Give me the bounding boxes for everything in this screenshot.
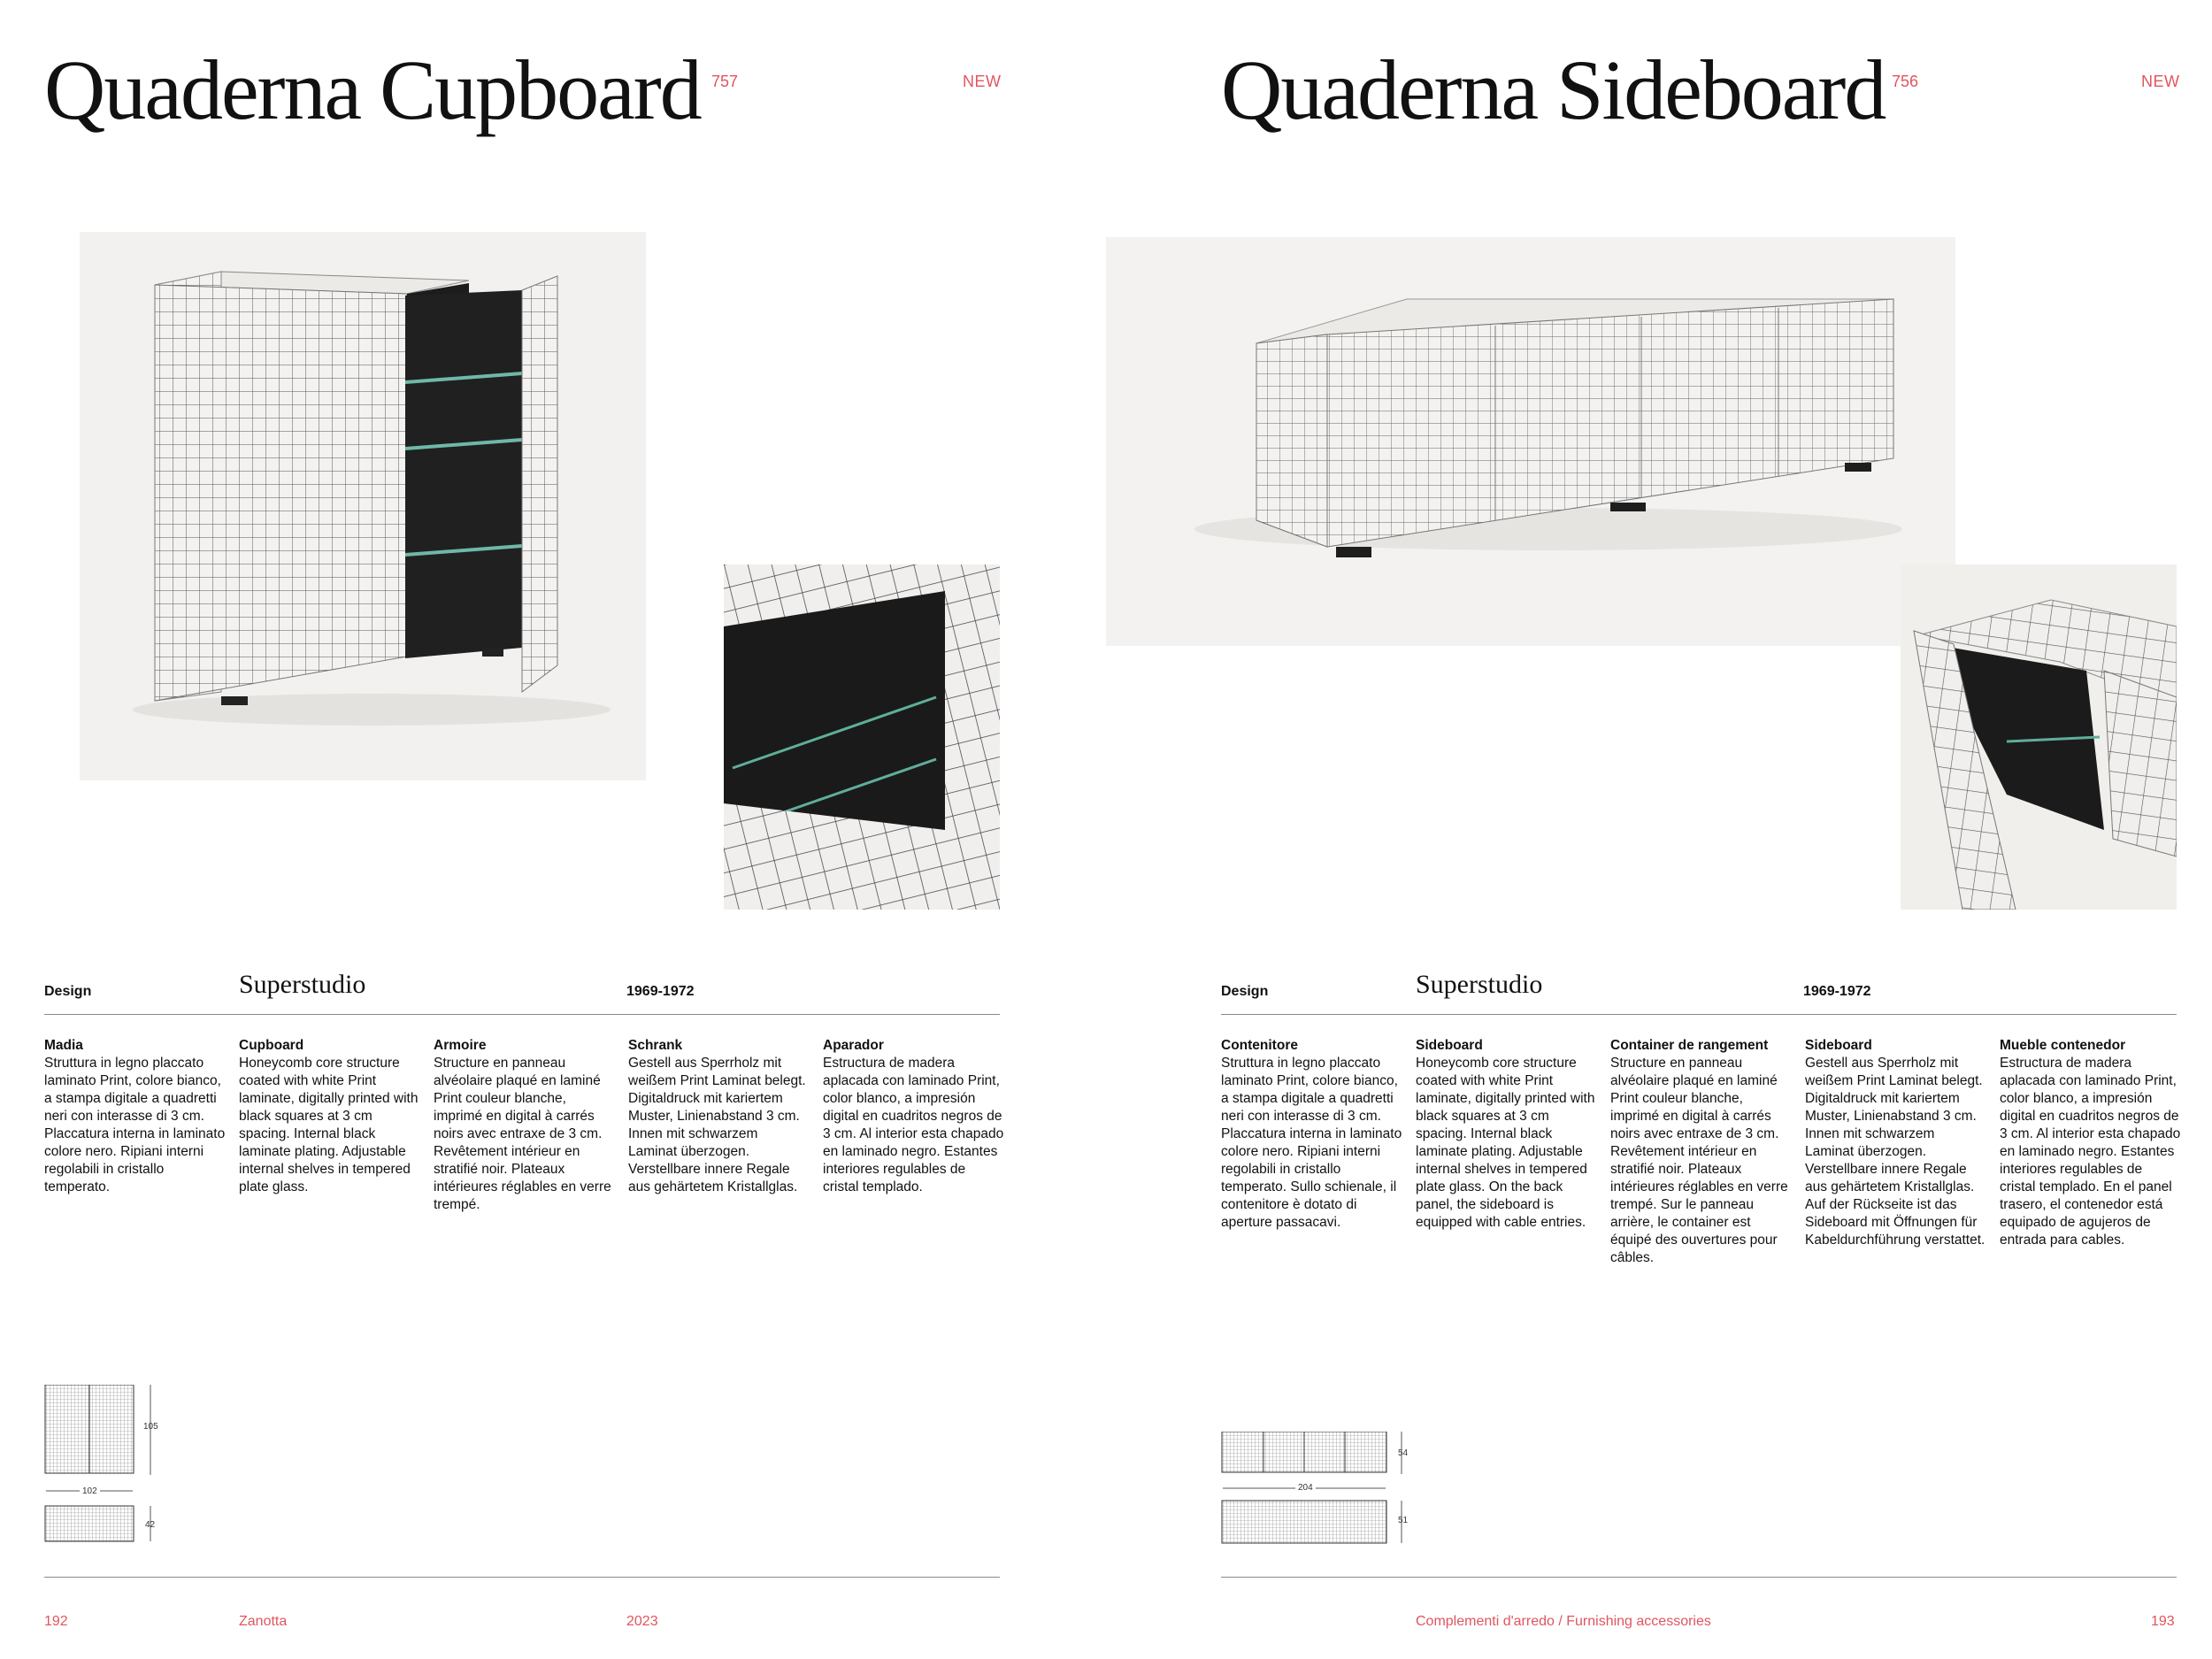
page-title: Quaderna Cupboard bbox=[44, 42, 701, 137]
column-text: Structure en panneau alvéolaire plaqué en laminé Print couleur blanche, imprimé en digital à carrés noirs avec entraxe de 3 cm. Revêtement intérieur en stratifié noir. Plateaux intérieures réglables en verre trempé. Sur le panneau arrière, le container est équipé des ouvertures pour câbles. bbox=[1610, 1056, 1788, 1265]
description-column bbox=[239, 1037, 420, 1196]
column-heading: Armoire bbox=[434, 1038, 487, 1053]
page-number: 193 bbox=[2151, 1614, 2175, 1629]
column-text: Honeycomb core structure coated with white Print laminate, digitally printed with black squares at 3 cm spacing. Internal black laminate plating. Adjustable internal shelves in tempered plate glass. On the back panel, the sideboard is equipped with cable entries. bbox=[1416, 1056, 1595, 1230]
description-column bbox=[44, 1037, 226, 1196]
catalog-year: 2023 bbox=[626, 1614, 658, 1629]
description-column bbox=[434, 1037, 615, 1214]
height-dimension: 54 bbox=[1398, 1448, 1409, 1458]
new-badge: NEW bbox=[963, 73, 1002, 90]
depth-dimension: 42 bbox=[145, 1520, 156, 1530]
product-code: 756 bbox=[1892, 73, 1919, 90]
right-page bbox=[1106, 0, 2212, 1659]
column-text: Gestell aus Sperrholz mit weißem Print Laminat belegt. Digitaldruck mit kariertem Muster, Linienabstand 3 cm. Innen mit schwarzem Laminat überzogen. Verstellbare innere Regale aus gehärtetem Kristallglas. Auf der Rückseite ist das Sideboard mit Öffnungen für Kabeldurchführung verstattet. bbox=[1805, 1056, 1985, 1248]
design-label: Design bbox=[1221, 984, 1269, 999]
sideboard-photo bbox=[1106, 237, 1955, 646]
description-column bbox=[628, 1037, 810, 1196]
column-heading: Madia bbox=[44, 1038, 83, 1053]
column-heading: Container de rangement bbox=[1610, 1038, 1769, 1053]
description-column bbox=[823, 1037, 1004, 1196]
column-heading: Aparador bbox=[823, 1038, 884, 1053]
column-text: Estructura de madera aplacada con laminado Print, color blanco, a impresión digital en cuadritos negros de 3 cm. Al interior esta chapado en laminado negro. Estantes interiores regulables de cristal templado. bbox=[823, 1056, 1004, 1194]
footer-divider bbox=[44, 1577, 1000, 1578]
description-column bbox=[1610, 1037, 1792, 1267]
description-column bbox=[1805, 1037, 1986, 1249]
spec-divider bbox=[44, 1014, 1000, 1015]
column-heading: Contenitore bbox=[1221, 1038, 1298, 1053]
product-code: 757 bbox=[711, 73, 739, 90]
cupboard-detail-photo bbox=[724, 565, 1000, 910]
brand-name: Zanotta bbox=[239, 1614, 288, 1629]
designer-name: Superstudio bbox=[239, 970, 366, 999]
column-text: Honeycomb core structure coated with white Print laminate, digitally printed with black squares at 3 cm spacing. Internal black laminate plating. Adjustable internal shelves in tempered plate glass. bbox=[239, 1056, 419, 1194]
width-dimension: 204 bbox=[1295, 1483, 1316, 1493]
height-dimension: 105 bbox=[143, 1422, 158, 1432]
column-heading: Sideboard bbox=[1805, 1038, 1872, 1053]
description-column bbox=[1221, 1037, 1402, 1232]
footer-divider bbox=[1221, 1577, 2177, 1578]
width-dimension: 102 bbox=[80, 1486, 100, 1496]
design-years: 1969-1972 bbox=[626, 984, 695, 999]
column-text: Gestell aus Sperrholz mit weißem Print Laminat belegt. Digitaldruck mit kariertem Muster, Linienabstand 3 cm. Innen mit schwarzem Laminat überzogen. Verstellbare innere Regale aus gehärtetem Kristallglas. bbox=[628, 1056, 806, 1194]
column-text: Struttura in legno placcato laminato Print, colore bianco, a stampa digitale a quadretti neri con interasse di 3 cm. Placcatura interna in laminato colore nero. Ripiani interni regolabili in cristallo temperato. Sullo schienale, il contenitore è dotato di aperture passacavi. bbox=[1221, 1056, 1402, 1230]
page-number: 192 bbox=[44, 1614, 68, 1629]
depth-dimension: 51 bbox=[1398, 1516, 1409, 1525]
designer-name: Superstudio bbox=[1416, 970, 1543, 999]
column-heading: Sideboard bbox=[1416, 1038, 1483, 1053]
spec-divider bbox=[1221, 1014, 2177, 1015]
design-years: 1969-1972 bbox=[1803, 984, 1871, 999]
sideboard-dimension-drawing bbox=[1219, 1432, 1414, 1547]
new-badge: NEW bbox=[2141, 73, 2180, 90]
description-column bbox=[2000, 1037, 2181, 1249]
description-column bbox=[1416, 1037, 1597, 1232]
column-heading: Mueble contenedor bbox=[2000, 1038, 2126, 1053]
column-text: Struttura in legno placcato laminato Print, colore bianco, a stampa digitale a quadretti neri con interasse di 3 cm. Placcatura interna in laminato colore nero. Ripiani interni regolabili in cristallo temperato. bbox=[44, 1056, 226, 1194]
sideboard-detail-photo bbox=[1901, 565, 2177, 910]
design-label: Design bbox=[44, 984, 92, 999]
cupboard-photo bbox=[80, 232, 646, 780]
column-heading: Cupboard bbox=[239, 1038, 304, 1053]
column-heading: Schrank bbox=[628, 1038, 683, 1053]
page-title: Quaderna Sideboard bbox=[1221, 42, 1886, 137]
section-name: Complementi d'arredo / Furnishing accessories bbox=[1416, 1614, 1711, 1629]
column-text: Estructura de madera aplacada con laminado Print, color blanco, a impresión digital en cuadritos negros de 3 cm. Al interior esta chapado en laminado negro. Estantes interiores regulables de cristal templado. En el panel trasero, el contenedor está equipado de agujeros de entrada para cables. bbox=[2000, 1056, 2181, 1248]
column-text: Structure en panneau alvéolaire plaqué en laminé Print couleur blanche, imprimé en digital à carrés noirs avec entraxe de 3 cm. Revêtement intérieur en stratifié noir. Plateaux intérieures réglables en verre trempé. bbox=[434, 1056, 611, 1212]
